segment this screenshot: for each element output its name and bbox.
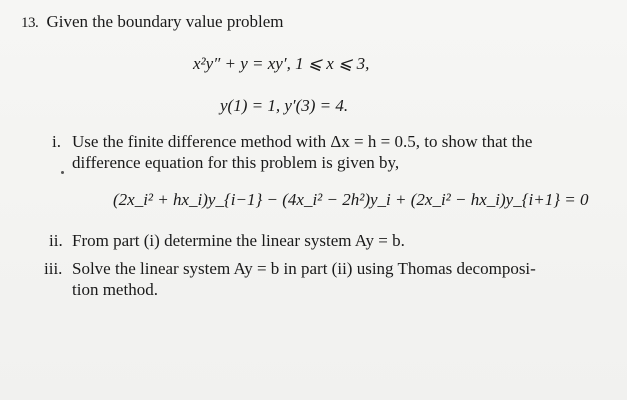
stray-mark: [61, 171, 64, 174]
part-i-label: i.: [52, 132, 61, 151]
problem-number: 13.: [21, 15, 39, 31]
part-i-line1: Use the finite difference method with Δx = h = 0.5, to show that the: [72, 132, 533, 151]
part-ii-label: ii.: [49, 231, 63, 250]
difference-equation-text: (2x_i² + hx_i)y_{i−1} − (4x_i² − 2h²)y_i + (2x_i² − hx_i)y_{i+1} = 0: [113, 190, 589, 209]
part-iii-label: iii.: [44, 259, 63, 278]
difference-equation: [113, 190, 588, 210]
ode-equation: x²y″ + y = xy′, 1 ⩽ x ⩽ 3,: [193, 54, 370, 73]
problem-title: Given the boundary value problem: [46, 12, 284, 31]
part-i-line2: difference equation for this problem is given by,: [72, 153, 400, 172]
boundary-conditions: y(1) = 1, y′(3) = 4.: [220, 96, 349, 115]
part-ii-line1: From part (i) determine the linear system Ay = b.: [72, 231, 405, 250]
part-iii-line2: tion method.: [72, 280, 158, 299]
problem-header: [21, 12, 284, 33]
part-iii-line1: Solve the linear system Ay = b in part (ii) using Thomas decomposi-: [72, 259, 536, 278]
